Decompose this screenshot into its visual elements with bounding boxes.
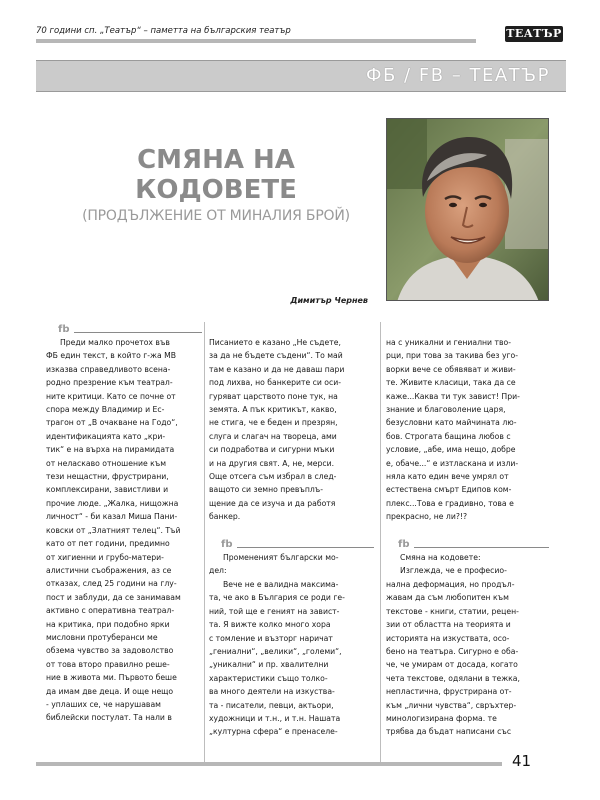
paragraph-line: Смяна на кодовете:: [400, 553, 481, 563]
paragraph-line: Преди малко прочетох във: [60, 338, 170, 347]
paragraph-line: ФБ един текст, в който г-жа МВ: [46, 351, 177, 361]
fb-label: fb: [58, 324, 70, 335]
text-column-left: [46, 322, 202, 725]
paragraph-line: библейски постулат. Та нали в: [46, 713, 172, 723]
paragraph-line: към „лични чувства“, свръхтер-: [386, 700, 517, 710]
portrait-illustration: [387, 119, 549, 301]
paragraph-line: характеристики също толко-: [209, 673, 328, 683]
paragraph-line: жавам да съм любопитен към: [386, 593, 509, 603]
footer-rule: [36, 762, 502, 766]
paragraph-line: обзема чувство за задоволство: [46, 646, 174, 656]
paragraph-line: ковски от „Златният телец“. Тъй: [46, 525, 181, 535]
text-column-middle: [209, 336, 374, 739]
author-byline: Димитър Чернев: [290, 296, 368, 305]
paragraph-line: Писанието е казано „Не съдете,: [209, 338, 341, 347]
paragraph-line: и на другия свят. А, не, мерси.: [209, 458, 335, 468]
paragraph-gap: [209, 524, 374, 537]
fb-section-marker: [386, 537, 549, 551]
paragraph-line: на с уникални и гениални тво-: [386, 338, 511, 347]
paragraph-line: естествена смърт Едипов ком-: [386, 485, 512, 495]
paragraph-line: там е казано и да не даваш пари: [209, 364, 345, 374]
paragraph-line: няла като един вече умрял от: [386, 472, 509, 482]
paragraph-line: спора между Владимир и Ес-: [46, 405, 165, 415]
paragraph-line: условие, „абе, има нещо, добре: [386, 445, 516, 455]
paragraph-line: трагон от „В очакване на Годо“,: [46, 418, 178, 428]
paragraph-line: „културна сфера“ е пренаселе-: [209, 727, 338, 737]
paragraph-line: ва много деятели на изкуства-: [209, 687, 335, 697]
paragraph-line: като от пет години, предимно: [46, 539, 170, 549]
fb-rule: [237, 547, 374, 548]
paragraph-line: за да не бъдете съдени“. То май: [209, 351, 343, 361]
paragraph-line: „уникални“ и пр. хвалителни: [209, 660, 329, 670]
paragraph-line: земята. А пък критикът, какво,: [209, 405, 337, 415]
paragraph-line: художници и т.н., и т.н. Нашата: [209, 713, 341, 723]
paragraph-line: алистични съображения, аз се: [46, 565, 172, 575]
paragraph-line: тик“ е на върха на пирамидата: [46, 445, 175, 455]
paragraph-line: Промененият български мо-: [223, 553, 339, 563]
paragraph-gap: [386, 524, 549, 537]
paragraph-line: ващото си земно превъплъ-: [209, 485, 324, 495]
paragraph-line: активно с оперативна театрал-: [46, 606, 175, 616]
paragraph-line: гуряват царството поне тук, на: [209, 391, 338, 401]
paragraph-line: рци, при това за такива без уго-: [386, 351, 519, 361]
paragraph-line: на критика, при подобно ярки: [46, 619, 170, 629]
header-rule: [36, 39, 476, 43]
paragraph-line: ний, той ще е геният на завист-: [209, 606, 340, 616]
paragraph-line: прекрасно, не ли?!?: [386, 512, 468, 522]
paragraph-line: си подработва и сигурни мъки: [209, 445, 335, 455]
paragraph-line: зии от областта на теорията и: [386, 620, 511, 630]
paragraph-line: - уплаших се, че нарушавам: [46, 699, 161, 709]
paragraph-line: ворки вече се обявяват и живи-: [386, 364, 516, 374]
paragraph-line: минологизирана форма. те: [386, 713, 497, 723]
text-column-right: [386, 336, 549, 739]
paragraph-line: Изглежда, че е професио-: [400, 566, 507, 576]
paragraph-line: каже...Каква ти тук завист! При-: [386, 391, 520, 401]
paragraph-line: комплексирани, завистливи и: [46, 485, 169, 495]
fb-label: fb: [221, 539, 233, 551]
fb-rule: [414, 547, 549, 548]
paragraph-line: от това второ правилно реше-: [46, 659, 170, 669]
running-header: 70 години сп. „Театър“ – паметта на българския театър: [36, 26, 291, 36]
paragraph-line: та - писатели, певци, актьори,: [209, 700, 334, 710]
paragraph-line: от хигиенни и грубо-матери-: [46, 552, 164, 562]
paragraph-line: те. Живите класици, така да се: [386, 378, 516, 388]
section-title: ФБ / FB – ТЕАТЪР: [365, 65, 550, 86]
paragraph-line: ните критици. Като се почне от: [46, 391, 176, 401]
paragraph-line: прочие люде. „Жалка, нищожна: [46, 498, 179, 508]
paragraph-line: че, че умирам от досада, когато: [386, 660, 518, 670]
article-subhead: (ПРОДЪЛЖЕНИЕ ОТ МИНАЛИЯ БРОЙ): [82, 208, 350, 224]
paragraph-line: дел:: [209, 566, 227, 576]
paragraph-line: щение да се изуча и да работя: [209, 498, 336, 508]
paragraph-line: та. Я вижте колко много хора: [209, 620, 331, 630]
paragraph-line: изказва справедливото всена-: [46, 364, 171, 374]
paragraph-line: личност“ - би казал Миша Пани-: [46, 512, 178, 522]
paragraph-line: бов. Строгата бащина любов с: [386, 431, 511, 441]
fb-section-marker: [209, 537, 374, 551]
paragraph-line: трябва да бъдат написани със: [386, 727, 512, 737]
paragraph-line: текстове - книги, статии, рецен-: [386, 606, 519, 616]
paragraph-line: безусловни като майчината лю-: [386, 418, 517, 428]
paragraph-line: „гениални“, „велики“, „големи“,: [209, 646, 342, 656]
paragraph-line: тези нещастни, фрустрирани,: [46, 472, 169, 482]
paragraph-line: Още отсега съм избрал в след-: [209, 472, 337, 482]
paragraph-line: банкер.: [209, 512, 241, 522]
paragraph-line: идентификацията като „кри-: [46, 431, 166, 441]
paragraph-line: не стига, че е беден и презрян,: [209, 418, 338, 428]
article-headline: [76, 145, 356, 205]
paragraph-line: от неласкаво отношение към: [46, 458, 167, 468]
magazine-logo: ТЕАТЪР: [506, 27, 562, 40]
author-portrait-photo: [386, 118, 549, 301]
paragraph-line: слуга и слагач на твореца, ами: [209, 431, 337, 441]
paragraph-line: непластична, фрустрирана от-: [386, 687, 512, 697]
paragraph-line: ние в живота ми. Първото беше: [46, 673, 177, 683]
paragraph-line: Вече не е валидна максима-: [223, 579, 339, 589]
fb-rule: [74, 332, 202, 333]
paragraph-line: бено на театъра. Сигурно е оба-: [386, 646, 519, 656]
paragraph-line: плекс...Това е градивно, това е: [386, 498, 514, 508]
paragraph-line: историята на изкуствата, осо-: [386, 633, 510, 643]
headline-line-1: СМЯНА НА: [137, 145, 295, 175]
paragraph-line: с томление и възторг наричат: [209, 633, 333, 643]
paragraph-line: отказах, след 25 години на глу-: [46, 579, 177, 589]
page-number: 41: [512, 752, 532, 770]
paragraph-line: нална деформация, но продъл-: [386, 579, 515, 589]
paragraph-line: да имам две деца. И още нещо: [46, 686, 174, 696]
section-band: [36, 60, 566, 92]
paragraph-line: е, обаче...“ е изтласкана и изли-: [386, 458, 519, 468]
headline-line-2: КОДОВЕТЕ: [135, 175, 297, 205]
paragraph-line: пост и заблуди, да се занимавам: [46, 592, 181, 602]
fb-section-marker: [46, 322, 202, 336]
paragraph-line: под лихва, но банкерите си оси-: [209, 378, 341, 388]
column-divider: [380, 322, 381, 762]
paragraph-line: знание и благоволение царя,: [386, 405, 506, 415]
column-divider: [204, 322, 205, 762]
paragraph-line: та, че ако в България се роди ге-: [209, 593, 345, 603]
fb-label: fb: [398, 539, 410, 551]
paragraph-line: мисловни протуберанси ме: [46, 632, 158, 642]
paragraph-line: чета текстове, одялани в тежка,: [386, 673, 520, 683]
paragraph-line: родно презрение към театрал-: [46, 378, 173, 388]
